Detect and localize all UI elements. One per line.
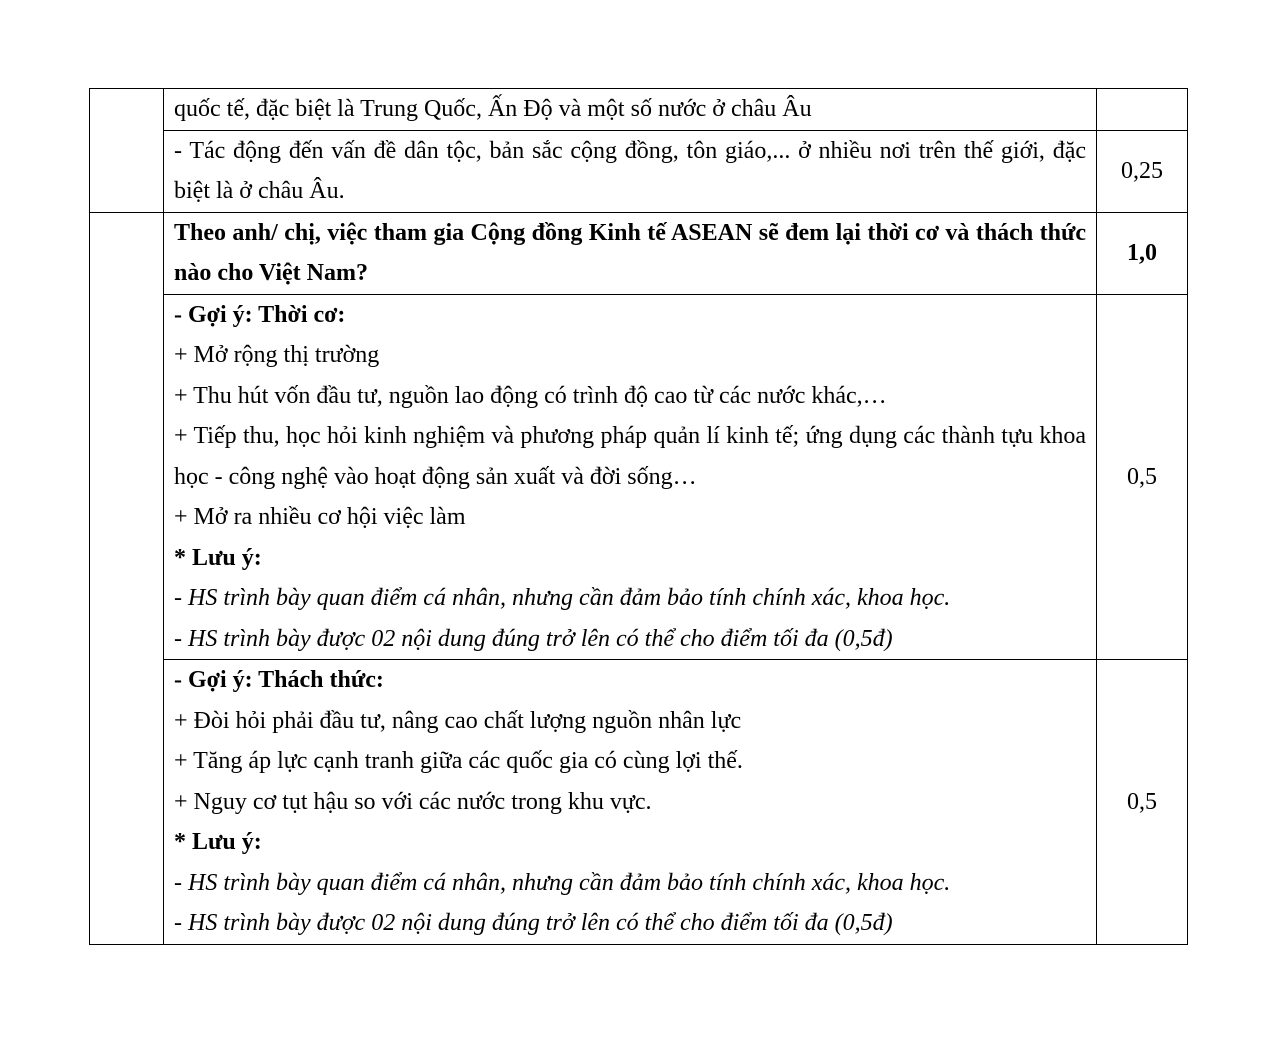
note-heading: * Lưu ý: <box>174 544 262 571</box>
list-item: + Đòi hỏi phải đầu tư, nâng cao chất lượng nguồn nhân lực <box>174 707 742 734</box>
hint-heading: - Gợi ý: Thời cơ: <box>174 301 346 328</box>
table-row <box>90 294 1188 660</box>
question-text: Theo anh/ chị, việc tham gia Cộng đồng Kinh tế ASEAN sẽ đem lại thời cơ và thách thức nào cho Việt Nam? <box>174 219 1086 286</box>
list-item: + Mở ra nhiều cơ hội việc làm <box>174 504 466 530</box>
note-item: - HS trình bày được 02 nội dung đúng trở lên có thể cho điểm tối đa (0,5đ) <box>174 625 893 652</box>
content-cell <box>164 660 1097 945</box>
score-cell: 0,25 <box>1097 130 1188 212</box>
note-heading: * Lưu ý: <box>174 829 262 855</box>
list-item: + Thu hút vốn đầu tư, nguồn lao động có trình độ cao từ các nước khác,… <box>174 382 887 409</box>
question-number-cell <box>90 212 164 944</box>
content-text: quốc tế, đặc biệt là Trung Quốc, Ấn Độ và một số nước ở châu Âu <box>174 96 812 122</box>
list-item: + Mở rộng thị trường <box>174 342 380 368</box>
answer-key-table <box>89 88 1188 945</box>
hint-heading: - Gợi ý: Thách thức: <box>174 667 384 693</box>
table-row <box>90 89 1188 131</box>
content-cell <box>164 130 1097 212</box>
list-item: + Tiếp thu, học hỏi kinh nghiệm và phương pháp quản lí kinh tế; ứng dụng các thành tựu khoa học - công nghệ vào hoạt động sản xuất và đời sống… <box>174 423 1086 490</box>
score-cell: 1,0 <box>1097 212 1188 294</box>
question-number-cell <box>90 89 164 213</box>
score-cell <box>1097 89 1188 131</box>
content-cell <box>164 89 1097 131</box>
question-cell <box>164 212 1097 294</box>
content-cell <box>164 294 1097 660</box>
list-item: + Tăng áp lực cạnh tranh giữa các quốc gia có cùng lợi thế. <box>174 748 743 774</box>
table-row <box>90 660 1188 945</box>
note-item: - HS trình bày quan điểm cá nhân, nhưng cần đảm bảo tính chính xác, khoa học. <box>174 869 951 896</box>
note-item: - HS trình bày được 02 nội dung đúng trở lên có thể cho điểm tối đa (0,5đ) <box>174 910 893 936</box>
list-item: + Nguy cơ tụt hậu so với các nước trong khu vực. <box>174 788 652 815</box>
content-text: - Tác động đến vấn đề dân tộc, bản sắc cộng đồng, tôn giáo,... ở nhiều nơi trên thế giới, đặc biệt là ở châu Âu. <box>174 137 1086 204</box>
table-row <box>90 212 1188 294</box>
table-row <box>90 130 1188 212</box>
score-cell: 0,5 <box>1097 660 1188 945</box>
score-cell: 0,5 <box>1097 294 1188 660</box>
note-item: - HS trình bày quan điểm cá nhân, nhưng cần đảm bảo tính chính xác, khoa học. <box>174 585 951 611</box>
